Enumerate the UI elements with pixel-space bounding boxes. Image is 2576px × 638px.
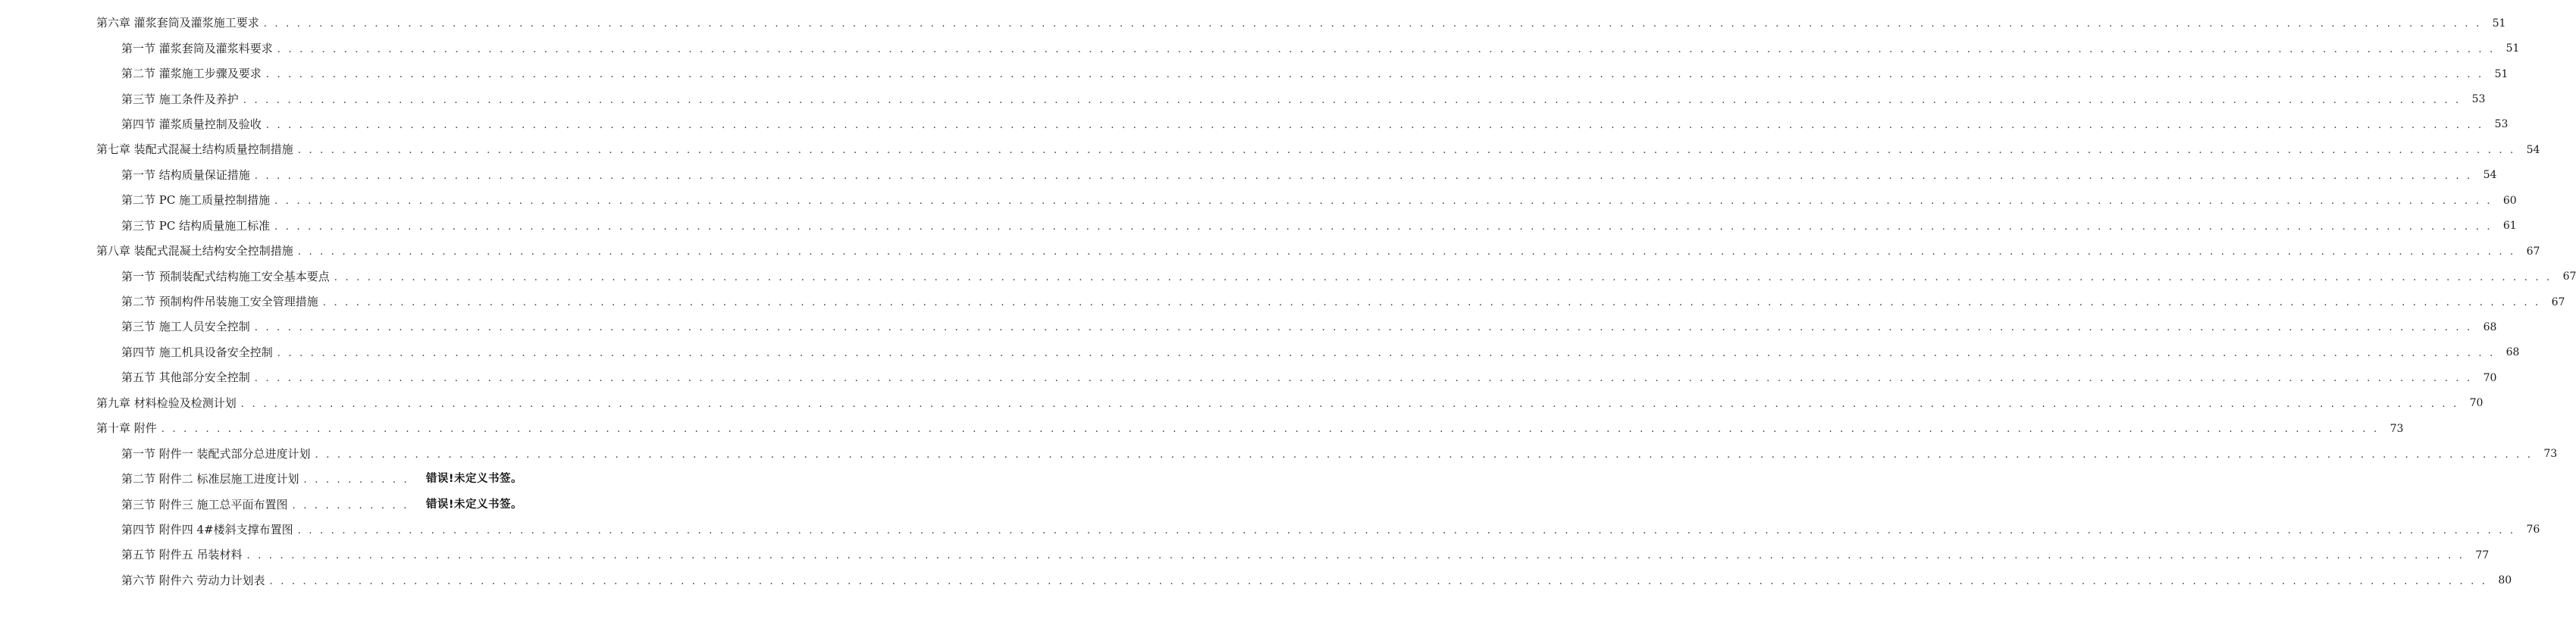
toc-dot-leader: . . . . . . . . . . . . . . . . . . . . . . . . . . . . . . . . . . . . . . . . . . . . . . . . . . . . . . . . . . . . . . . . . . . . . . . . . . . . . . . . . . . . . . . . . . . . . . . . . . . . . . . . . . . . . . . . . . . . . . . . . . . . . . . . . . . . . . . . . . . . . . . . . . . . . . . . . . . . . . . . . . . . . . . . . . . . . . . . . . . . . . . . . . . . . . . . . . . . . . . . <box>254 373 2473 385</box>
toc-page-number: 67 <box>2526 245 2540 258</box>
toc-entry-label: 第二节 PC 施工质量控制措施 <box>121 193 271 208</box>
table-of-contents <box>0 11 2576 593</box>
toc-chapter-entry[interactable] <box>0 416 2404 441</box>
toc-entry-label: 第二节 附件二 标准层施工进度计划 <box>121 472 299 486</box>
toc-dot-leader: . . . . . . . . . . . . . . . . . . . . . . . . . . . . . . . . . . . . . . . . . . . . . . . . . . . . . . . . . . . . . . . . . . . . . . . . . . . . . . . . . . . . . . . . . . . . . . . . . . . . . . . . . . . . . . . . . . . . . . . . . . . . . . . . . . . . . . . . . . . . . . . . . . . . . . . . . . . . . . . . . . . . . . . . . . . . . . . . . . . . . . . . . . . . . . . . . . . . . . . . <box>274 220 2493 233</box>
toc-dot-leader: . . . . . . . . . . . . . . . . . . . . . . . . . . . . . . . . . . . . . . . . . . . . . . . . . . . . . . . . . . . . . . . . . . . . . . . . . . . . . . . . . . . . . . . . . . . . . . . . . . . . . . . . . . . . . . . . . . . . . . . . . . . . . . . . . . . . . . . . . . . . . . . . . . . . . . . . . . . . . . . . . . . . . . . . . . . . . . . . . . . . . . . . . . . . . . . . . . . . . . . . <box>322 297 2541 309</box>
toc-page-number: 53 <box>2471 93 2486 106</box>
toc-dot-leader: . . . . . . . . . . . . . . . . . . . . . . . . . . . . . . . . . . . . . . . . . . . . . . . . . . . . . . . . . . . . . . . . . . . . . . . . . . . . . . . . . . . . . . . . . . . . . . . . . . . . . . . . . . . . . . . . . . . . . . . . . . . . . . . . . . . . . . . . . . . . . . . . . . . . . . . . . . . . . . . . . . . . . . . . . . . . . . . . . . . . . . . . . . . . . . . . . . . . . . . . <box>297 145 2516 157</box>
toc-dot-leader: . . . . . . . . . . . . . . . . . . . . . . . . . . . . . . . . . . . . . . . . . . . . . . . . . . . . . . . . . . . . . . . . . . . . . . . . . . . . . . . . . . . . . . . . . . . . . . . . . . . . . . . . . . . . . . . . . . . . . . . . . . . . . . . . . . . . . . . . . . . . . . . . . . . . . . . . . . . . . . . . . . . . . . . . . . . . . . . . . . . . . . . . . . . . . . . . . . . . . . . . <box>254 170 2473 182</box>
toc-entry-label: 第一节 灌浆套筒及灌浆料要求 <box>121 41 273 55</box>
toc-page-number: 68 <box>2483 321 2497 333</box>
toc-dot-leader: . . . . . . . . . . . . . . . . . . . . . . . . . . . . . . . . . . . . . . . . . . . . . . . . . . . . . . . . . . . . . . . . . . . . . . . . . . . . . . . . . . . . . . . . . . . . . . . . . . . . . . . . . . . . . . . . . . . . . . . . . . . . . . . . . . . . . . . . . . . . . . . . . . . . . . . . . . . . . . . . . . . . . . . . . . . . . . . . . . . . . . . . . . . . . . . . . . . . . . . . <box>246 550 2465 562</box>
toc-page-number: 70 <box>2483 371 2497 384</box>
toc-page-number: 51 <box>2505 42 2520 55</box>
toc-dot-leader: . . . . . . . . . . . . . . . . . . . . . . . . . . . . . . . . . . . . . . . . . . . . . . . . . . . . . . . . . . . . . . . . . . . . . . . . . . . . . . . . . . . . . . . . . . . . . . . . . . . . . . . . . . . . . . . . . . . . . . . . . . . . . . . . . . . . . . . . . . . . . . . . . . . . . . . . . . . . . . . . . . . . . . . . . . . . . . . . . . . . . . . . . . . . . . . . . . . . . . . . <box>297 524 2516 536</box>
toc-section-entry[interactable] <box>0 314 2497 339</box>
toc-section-entry[interactable] <box>0 568 2512 593</box>
toc-entry-label: 第一节 附件一 装配式部分总进度计划 <box>121 446 311 461</box>
toc-dot-leader: . . . . . . . . . . . . . . . . . . . . . . . . . . . . . . . . . . . . . . . . . . . . . . . . . . . . . . . . . . . . . . . . . . . . . . . . . . . . . . . . . . . . . . . . . . . . . . . . . . . . . . . . . . . . . . . . . . . . . . . . . . . . . . . . . . . . . . . . . . . . . . . . . . . . . . . . . . . . . . . . . . . . . . . . . . . . . . . . . . . . . . . . . . . . . . . . . . . . . . . . <box>269 575 2488 587</box>
toc-entry-label: 第六章 灌浆套筒及灌浆施工要求 <box>96 16 259 30</box>
toc-page-number: 60 <box>2502 194 2517 207</box>
toc-entry-label: 第一节 结构质量保证措施 <box>121 167 250 182</box>
toc-bookmark-error: 错误!未定义书签。 <box>425 473 522 486</box>
toc-entry-label: 第七章 装配式混凝土结构质量控制措施 <box>96 142 293 157</box>
toc-section-entry[interactable] <box>0 264 2576 289</box>
toc-entry-label: 第八章 装配式混凝土结构安全控制措施 <box>96 244 293 258</box>
toc-entry-label: 第三节 施工条件及养护 <box>121 92 239 106</box>
toc-entry-label: 第四节 灌浆质量控制及验收 <box>121 117 262 131</box>
toc-section-entry[interactable] <box>0 543 2490 568</box>
toc-page-number: 61 <box>2502 220 2517 233</box>
toc-page-number: 80 <box>2498 574 2512 587</box>
toc-page-number: 54 <box>2526 143 2540 156</box>
toc-section-entry[interactable] <box>0 518 2540 543</box>
toc-chapter-entry[interactable] <box>0 11 2506 36</box>
toc-entry-label: 第四节 施工机具设备安全控制 <box>121 345 273 359</box>
toc-dot-leader: . . . . . . . . . . . . . . . . . . . . . . . . . . . . . . . . . . . . . . . . . . . . . . . . . . . . . . . . . . . . . . . . . . . . . . . . . . . . . . . . . . . . . . . . . . . . . . . . . . . . . . . . . . . . . . . . . . . . . . . . . . . . . . . . . . . . . . . . . . . . . . . . . . . . . . . . . . . . . . . . . . . . . . . . . . . . . . . . . . . . . . . . . . . . . . . . . . . . . . . . <box>277 43 2496 55</box>
toc-section-entry[interactable] <box>0 86 2486 111</box>
toc-section-entry[interactable] <box>0 61 2509 86</box>
toc-page-number: 67 <box>2562 271 2576 283</box>
toc-section-entry[interactable] <box>0 365 2497 390</box>
toc-page-number: 51 <box>2492 17 2506 30</box>
toc-dot-leader: . . . . . . . . . . . . . . . . . . . . . . . . . . . . . . . . . . . . . . . . . . . . . . . . . . . . . . . . . . . . . . . . . . . . . . . . . . . . . . . . . . . . . . . . . . . . . . . . . . . . . . . . . . . . . . . . . . . . . . . . . . . . . . . . . . . . . . . . . . . . . . . . . . . . . . . . . . . . . . . . . . . . . . . . . . . . . . . . . . . . . . . . . . . . . . . . . . . . . . . . <box>263 18 2482 30</box>
toc-dot-leader: . . . . . . . . . . . . . . . . . . . . . . . . . . . . . . . . . . . . . . . . . . . . . . . . . . . . . . . . . . . . . . . . . . . . . . . . . . . . . . . . . . . . . . . . . . . . . . . . . . . . . . . . . . . . . . . . . . . . . . . . . . . . . . . . . . . . . . . . . . . . . . . . . . . . . . . . . . . . . . . . . . . . . . . . . . . . . . . . . . . . . . . . . . . . . . . . . . . . . . . . <box>265 119 2484 131</box>
toc-dot-leader: . . . . . . . . . . . . . . . . . . . . . . . . . . . . . . . . . . . . . . . . . . . . . . . . . . . . . . . . . . . . . . . . . . . . . . . . . . . . . . . . . . . . . . . . . . . . . . . . . . . . . . . . . . . . . . . . . . . . . . . . . . . . . . . . . . . . . . . . . . . . . . . . . . . . . . . . . . . . . . . . . . . . . . . . . . . . . . . . . . . . . . . . . . . . . . . . . . . . . . . . <box>240 398 2459 410</box>
toc-entry-label: 第四节 附件四 4#楼斜支撑布置图 <box>121 522 293 536</box>
toc-page-number: 76 <box>2526 524 2540 536</box>
toc-dot-leader: . . . . . . . . . . . . . . . . . . . . . . . . . . . . . . . . . . . . . . . . . . . . . . . . . . . . . . . . . . . . . . . . . . . . . . . . . . . . . . . . . . . . . . . . . . . . . . . . . . . . . . . . . . . . . . . . . . . . . . . . . . . . . . . . . . . . . . . . . . . . . . . . . . . . . . . . . . . . . . . . . . . . . . . . . . . . . . . . . . . . . . . . . . . . . . . . . . . . . . . . <box>274 195 2493 208</box>
toc-entry-label: 第一节 预制装配式结构施工安全基本要点 <box>121 269 330 283</box>
toc-section-entry[interactable] <box>0 467 590 492</box>
toc-page-number: 53 <box>2494 118 2509 131</box>
toc-dot-leader: . . . . . . . . . . . . . . . . . . . . . . . . . . . . . . . . . . . . . . . . . . . . . . . . . . . . . . . . . . . . . . . . . . . . . . . . . . . . . . . . . . . . . . . . . . . . . . . . . . . . . . . . . . . . . . . . . . . . . . . . . . . . . . . . . . . . . . . . . . . . . . . . . . . . . . . . . . . . . . . . . . . . . . . . . . . . . . . . . . . . . . . . . . . . . . . . . . . . . . . . <box>254 322 2473 334</box>
toc-section-entry[interactable] <box>0 112 2509 137</box>
toc-page-number: 68 <box>2505 346 2520 359</box>
toc-entry-label: 第三节 PC 结构质量施工标准 <box>121 218 271 233</box>
toc-dot-leader: . . . . . . . . . . . . . . . . . . . . . . . . . . . . . . . . . . . . . . . . . . . . . . . . . . . . . . . . . . . . . . . . . . . . . . . . . . . . . . . . . . . . . . . . . . . . . . . . . . . . . . . . . . . . . . . . . . . . . . . . . . . . . . . . . . . . . . . . . . . . . . . . . . . . . . . . . . . . . . . . . . . . . . . . . . . . . . . . . . . . . . . . . . . . . . . . . . . . . . . . <box>315 449 2534 461</box>
toc-page-number: 77 <box>2475 549 2490 561</box>
toc-page-number: 73 <box>2543 448 2558 461</box>
toc-dot-leader: . . . . . . . . . . . . . . . . . . . . . . . . . . . . . . . . . . . . . . . . . . . . . . . . . . . . . . . . . . . . . . . . . . . . . . . . . . . . . . . . . . . . . . . . . . . . . . . . . . . . . . . . . . . . . . . . . . . . . . . . . . . . . . . . . . . . . . . . . . . . . . . . . . . . . . . . . . . . . . . . . . . . . . . . . . . . . . . . . . . . . . . . . . . . . . . . . . . . . . . . <box>243 94 2462 106</box>
toc-section-entry[interactable] <box>0 289 2565 314</box>
toc-entry-label: 第五节 其他部分安全控制 <box>121 371 250 385</box>
toc-dot-leader: . . . . . . . . . . . . . . . . . . . . . . . . . . . . . . . . . . . . . . . . . . . . . . . . . . . . . . . . . . . . . . . . . . . . . . . . . . . . . . . . . . . . . . . . . . . . . . . . . . . . . . . . . . . . . . . . . . . . . . . . . . . . . . . . . . . . . . . . . . . . . . . . . . . . . . . . . . . . . . . . . . . . . . . . . . . . . . . . . . . . . . . . . . . . . . . . . . . . . . . . <box>334 271 2552 283</box>
toc-entry-label: 第六节 附件六 劳动力计划表 <box>121 573 265 587</box>
toc-entry-label: 第二节 灌浆施工步骤及要求 <box>121 67 262 81</box>
toc-section-entry[interactable] <box>0 441 2558 466</box>
toc-dot-leader: . . . . . . . . . . . . . . . . . . . . . . . . . . . . . . . . . . . . . . . . . . . . . . . . . . . . . . . . . . . . . . . . . . . . . . . . . . . . . . . . . . . . . . . . . . . . . . . . . . . . . . . . . . . . . . . . . . . . . . . . . . . . . . . . . . . . . . . . . . . . . . . . . . . . . . . . . . . . . . . . . . . . . . . . . . . . . . . . . . . . . . . . . . . . . . . . . . . . . . . . <box>161 424 2380 436</box>
toc-chapter-entry[interactable] <box>0 239 2540 264</box>
toc-bookmark-error: 错误!未定义书签。 <box>425 498 522 511</box>
toc-chapter-entry[interactable] <box>0 137 2540 162</box>
toc-section-entry[interactable] <box>0 340 2520 365</box>
toc-dot-leader: . . . . . . . . . . . . . . . . . . . . . . . . . . . . . . . . . . . . . . . . . . . . . . . . . . . . . . . . . . . . . . . . . . . . . . . . . . . . . . . . . . . . . . . . . . . . . . . . . . . . . . . . . . . . . . . . . . . . . . . . . . . . . . . . . . . . . . . . . . . . . . . . . . . . . . . . . . . . . . . . . . . . . . . . . . . . . . . . . . . . . . . . . . . . . . . . . . . . . . . . <box>277 347 2496 359</box>
toc-section-entry[interactable] <box>0 188 2517 213</box>
toc-entry-label: 第五节 附件五 吊装材料 <box>121 548 243 562</box>
toc-page-number: 70 <box>2469 397 2484 410</box>
toc-chapter-entry[interactable] <box>0 391 2484 416</box>
toc-section-entry[interactable] <box>0 492 590 517</box>
toc-dot-leader: . . . . . . . . . . <box>303 474 409 486</box>
toc-entry-label: 第三节 施工人员安全控制 <box>121 320 250 334</box>
toc-section-entry[interactable] <box>0 214 2517 239</box>
toc-dot-leader: . . . . . . . . . . . . . . . . . . . . . . . . . . . . . . . . . . . . . . . . . . . . . . . . . . . . . . . . . . . . . . . . . . . . . . . . . . . . . . . . . . . . . . . . . . . . . . . . . . . . . . . . . . . . . . . . . . . . . . . . . . . . . . . . . . . . . . . . . . . . . . . . . . . . . . . . . . . . . . . . . . . . . . . . . . . . . . . . . . . . . . . . . . . . . . . . . . . . . . . . <box>265 69 2484 81</box>
toc-dot-leader: . . . . . . . . . . . <box>292 499 409 511</box>
toc-entry-label: 第九章 材料检验及检测计划 <box>96 396 237 410</box>
toc-dot-leader: . . . . . . . . . . . . . . . . . . . . . . . . . . . . . . . . . . . . . . . . . . . . . . . . . . . . . . . . . . . . . . . . . . . . . . . . . . . . . . . . . . . . . . . . . . . . . . . . . . . . . . . . . . . . . . . . . . . . . . . . . . . . . . . . . . . . . . . . . . . . . . . . . . . . . . . . . . . . . . . . . . . . . . . . . . . . . . . . . . . . . . . . . . . . . . . . . . . . . . . . <box>297 246 2516 258</box>
toc-entry-label: 第三节 附件三 施工总平面布置图 <box>121 497 288 511</box>
toc-page-number: 73 <box>2390 422 2404 435</box>
toc-page-number: 54 <box>2483 169 2497 182</box>
toc-section-entry[interactable] <box>0 36 2520 61</box>
toc-entry-label: 第二节 预制构件吊装施工安全管理措施 <box>121 295 318 309</box>
toc-page-number: 51 <box>2494 67 2509 80</box>
toc-section-entry[interactable] <box>0 163 2497 188</box>
toc-page-number: 67 <box>2551 296 2565 308</box>
toc-entry-label: 第十章 附件 <box>96 421 157 436</box>
